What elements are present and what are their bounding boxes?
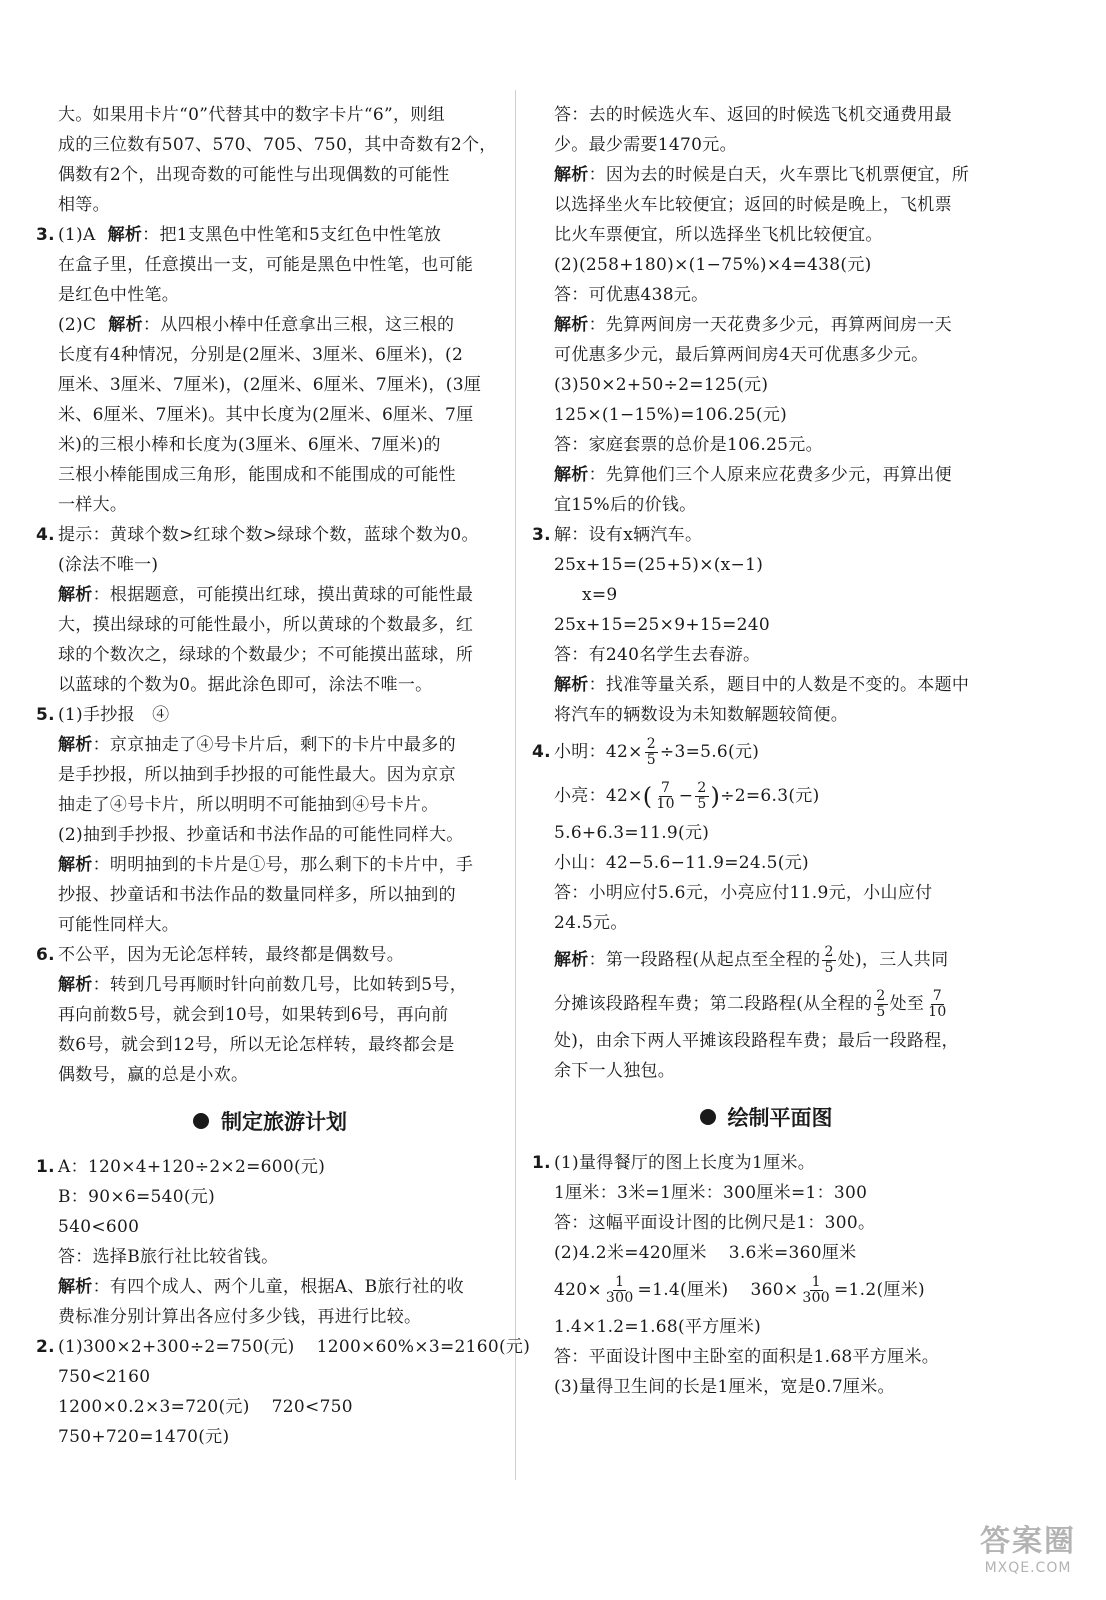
text-line: 解析：根据题意，可能摸出红球，摸出黄球的可能性最 [58, 585, 474, 605]
text-line: x=9 [582, 585, 618, 605]
text-line: 比火车票便宜，所以选择坐飞机比较便宜。 [554, 225, 883, 245]
text-line: 1200×0.2×3=720(元) 720<750 [58, 1397, 353, 1417]
question-3: 3. (1)A 解析：把1支黑色中性笔和5支红色中性笔放 [36, 220, 504, 250]
text-line: (2)4.2米=420厘米 3.6米=360厘米 [554, 1243, 857, 1263]
text-line: 可能性同样大。 [58, 915, 180, 935]
text-line: 偶数号，赢的总是小欢。 [58, 1065, 249, 1085]
text-line: 小山：42−5.6−11.9=24.5(元) [554, 853, 809, 873]
text-line: (3)量得卫生间的长是1厘米，宽是0.7厘米。 [554, 1377, 895, 1397]
text-line: 再向前数5号，就会到10号，如果转到6号，再向前 [58, 1005, 449, 1025]
text-line: 宜15%后的价钱。 [554, 495, 697, 515]
question-number: 5. [36, 705, 55, 725]
text-line: 余下一人独包。 [554, 1061, 676, 1081]
section-title: 绘制平面图 [727, 1106, 833, 1130]
analysis-label: 解析 [58, 975, 93, 995]
fraction: $\frac{7}{10}$ [656, 780, 675, 812]
question-number: 3. [36, 225, 55, 245]
text-line: 少。最少需要1470元。 [554, 135, 737, 155]
text-line: 数6号，就会到12号，所以无论怎样转，最终都会是 [58, 1035, 455, 1055]
text-line: (涂法不唯一) [58, 555, 159, 575]
watermark-logo: 答案圈 MXQE.COM [980, 1524, 1076, 1576]
text-line: 解析：有四个成人、两个儿童，根据A、B旅行社的收 [58, 1277, 464, 1297]
question-3: 3. 解：设有x辆汽车。 [532, 520, 1000, 550]
question-number: 2. [36, 1337, 55, 1357]
text-line: 解析：找准等量关系，题目中的人数是不变的。本题中 [554, 675, 970, 695]
question-number: 4. [532, 742, 551, 762]
text-line: 以选择坐火车比较便宜；返回的时候是晚上，飞机票 [554, 195, 952, 215]
text-line: 厘米、3厘米、7厘米)，(2厘米、6厘米、7厘米)，(3厘 [58, 375, 482, 395]
analysis-label: 解析 [58, 1277, 93, 1297]
text-line: 将汽车的辆数设为未知数解题较简便。 [554, 705, 849, 725]
text-line: 成的三位数有507、570、705、750，其中奇数有2个， [58, 135, 497, 155]
analysis-label: 解析 [554, 165, 589, 185]
fraction: $\frac{1}{300}$ [605, 1274, 634, 1306]
text-line: 解析：先算他们三个人原来应花费多少元，再算出便 [554, 465, 952, 485]
fraction: $\frac{1}{300}$ [802, 1274, 831, 1306]
text-line: 540<600 [58, 1217, 140, 1237]
question-number: 4. [36, 525, 55, 545]
section-heading-floor-plan [532, 1086, 1000, 1148]
text-line: 750<2160 [58, 1367, 151, 1387]
question-4: 4. 提示：黄球个数>红球个数>绿球个数，蓝球个数为0。 [36, 520, 504, 550]
question-1: 1. A：120×4+120÷2×2=600(元) [36, 1152, 504, 1182]
text-line: 解析：因为去的时候是白天，火车票比飞机票便宜，所 [554, 165, 970, 185]
text-line: 相等。 [58, 195, 110, 215]
analysis-label: 解析 [554, 465, 589, 485]
text-line: 费标准分别计算出各应付多少钱，再进行比较。 [58, 1307, 422, 1327]
text-line: 1厘米：3米=1厘米：300厘米=1：300 [554, 1183, 868, 1203]
text-line: (2)(258+180)×(1−75%)×4=438(元) [554, 255, 872, 275]
analysis-label: 解析 [554, 950, 589, 970]
text-line: 750+720=1470(元) [58, 1427, 230, 1447]
text-line: (2)抽到手抄报、抄童话和书法作品的可能性同样大。 [58, 825, 464, 845]
text-line: 解析：明明抽到的卡片是①号，那么剩下的卡片中，手 [58, 855, 474, 875]
text-line: 解析：转到几号再顺时针向前数几号，比如转到5号， [58, 975, 468, 995]
text-line: 以蓝球的个数为0。据此涂色即可，涂法不唯一。 [58, 675, 433, 695]
analysis-label: 解析 [58, 735, 93, 755]
text-line: 抄报、抄童话和书法作品的数量同样多，所以抽到的 [58, 885, 456, 905]
analysis-label: 解析 [108, 315, 143, 335]
question-number: 1. [36, 1157, 55, 1177]
text-line: 球的个数次之，绿球的个数最少；不可能摸出蓝球，所 [58, 645, 474, 665]
text-line: 125×(1−15%)=106.25(元) [554, 405, 788, 425]
text-line: 5.6+6.3=11.9(元) [554, 823, 710, 843]
fraction: $\frac{2}{5}$ [697, 780, 707, 812]
analysis-label: 解析 [58, 855, 93, 875]
fraction: $\frac{2}{5}$ [824, 944, 834, 976]
text-line: 420× $\frac{1}{300}$ =1.4(厘米) 360× $\frac{1}{300}$ =1.2(厘米) [554, 1274, 925, 1306]
text-line: 答：家庭套票的总价是106.25元。 [554, 435, 823, 455]
text-line: 答：平面设计图中主卧室的面积是1.68平方厘米。 [554, 1347, 940, 1367]
text-line: 一样大。 [58, 495, 128, 515]
analysis-label: 解析 [554, 675, 589, 695]
text-line: 三根小棒能围成三角形，能围成和不能围成的可能性 [58, 465, 456, 485]
question-6: 6. 不公平，因为无论怎样转，最终都是偶数号。 [36, 940, 504, 970]
fraction: $\frac{2}{5}$ [876, 988, 886, 1020]
text-line: 答：有240名学生去春游。 [554, 645, 761, 665]
text-line: 解析：先算两间房一天花费多少元，再算两间房一天 [554, 315, 952, 335]
text-line: 25x+15=(25+5)×(x−1) [554, 555, 764, 575]
text-line: 偶数有2个，出现奇数的可能性与出现偶数的可能性 [58, 165, 450, 185]
text-line: B：90×6=540(元) [58, 1187, 216, 1207]
analysis-label: 解析 [58, 585, 93, 605]
fraction: $\frac{7}{10}$ [928, 988, 947, 1020]
text-line: 长度有4种情况，分别是(2厘米、3厘米、6厘米)，(2 [58, 345, 464, 365]
question-number: 1. [532, 1153, 551, 1173]
text-line: 分摊该段路程车费；第二段路程(从全程的 $\frac{2}{5}$ 处至 $\frac{7}{10}$ [554, 988, 947, 1020]
text-line: 大，摸出绿球的可能性最小，所以黄球的个数最多，红 [58, 615, 474, 635]
analysis-label: 解析 [554, 315, 589, 335]
text-line: 答：去的时候选火车、返回的时候选飞机交通费用最 [554, 105, 952, 125]
right-column [532, 100, 1000, 1402]
section-heading-travel-plan [36, 1090, 504, 1152]
analysis-label: 解析 [107, 225, 143, 245]
left-column [36, 100, 531, 1452]
text-line: 在盒子里，任意摸出一支，可能是黑色中性笔，也可能 [58, 255, 474, 275]
question-number: 3. [532, 525, 551, 545]
text-line: 可优惠多少元，最后算两间房4天可优惠多少元。 [554, 345, 929, 365]
question-4: 4. 小明：42× $\frac{2}{5}$ ÷3=5.6(元) [532, 730, 1000, 774]
text-line: (2)C 解析：从四根小棒中任意拿出三根，这三根的 [58, 315, 455, 335]
section-title: 制定旅游计划 [221, 1110, 347, 1134]
text-line: 大。如果用卡片“0”代替其中的数字卡片“6”，则组 [58, 105, 445, 125]
text-line: (3)50×2+50÷2=125(元) [554, 375, 769, 395]
text-line: 小亮：42×( $\frac{7}{10}$ − $\frac{2}{5}$ )÷2=6.3(元) [554, 780, 820, 812]
text-line: 米、6厘米、7厘米)。其中长度为(2厘米、6厘米、7厘 [58, 405, 474, 425]
text-line: 24.5元。 [554, 913, 628, 933]
bullet-dot-icon [193, 1113, 209, 1129]
text-line: 答：可优惠438元。 [554, 285, 709, 305]
text-line: 处)，由余下两人平摊该段路程车费；最后一段路程， [554, 1031, 959, 1051]
text-line: 是红色中性笔。 [58, 285, 180, 305]
text-line: 是手抄报，所以抽到手抄报的可能性最大。因为京京 [58, 765, 456, 785]
column-divider [515, 90, 516, 1480]
text-line: 米)的三根小棒和长度为(3厘米、6厘米、7厘米)的 [58, 435, 441, 455]
fraction: $\frac{2}{5}$ [646, 736, 656, 768]
question-5: 5. (1)手抄报 ④ [36, 700, 504, 730]
text-line: 解析：京京抽走了④号卡片后，剩下的卡片中最多的 [58, 735, 456, 755]
question-2: 2. (1)300×2+300÷2=750(元) 1200×60%×3=2160(元) [36, 1332, 504, 1362]
text-line: 1.4×1.2=1.68(平方厘米) [554, 1317, 762, 1337]
text-line: 25x+15=25×9+15=240 [554, 615, 770, 635]
text-line: 解析：第一段路程(从起点至全程的 $\frac{2}{5}$ 处)，三人共同 [554, 944, 949, 976]
text-line: 答：这幅平面设计图的比例尺是1：300。 [554, 1213, 876, 1233]
text-line: 抽走了④号卡片，所以明明不可能抽到④号卡片。 [58, 795, 439, 815]
question-1: 1. (1)量得餐厅的图上长度为1厘米。 [532, 1148, 1000, 1178]
text-line: 答：小明应付5.6元，小亮应付11.9元，小山应付 [554, 883, 933, 903]
bullet-dot-icon [700, 1109, 716, 1125]
text-line: 答：选择B旅行社比较省钱。 [58, 1247, 279, 1267]
question-number: 6. [36, 945, 55, 965]
